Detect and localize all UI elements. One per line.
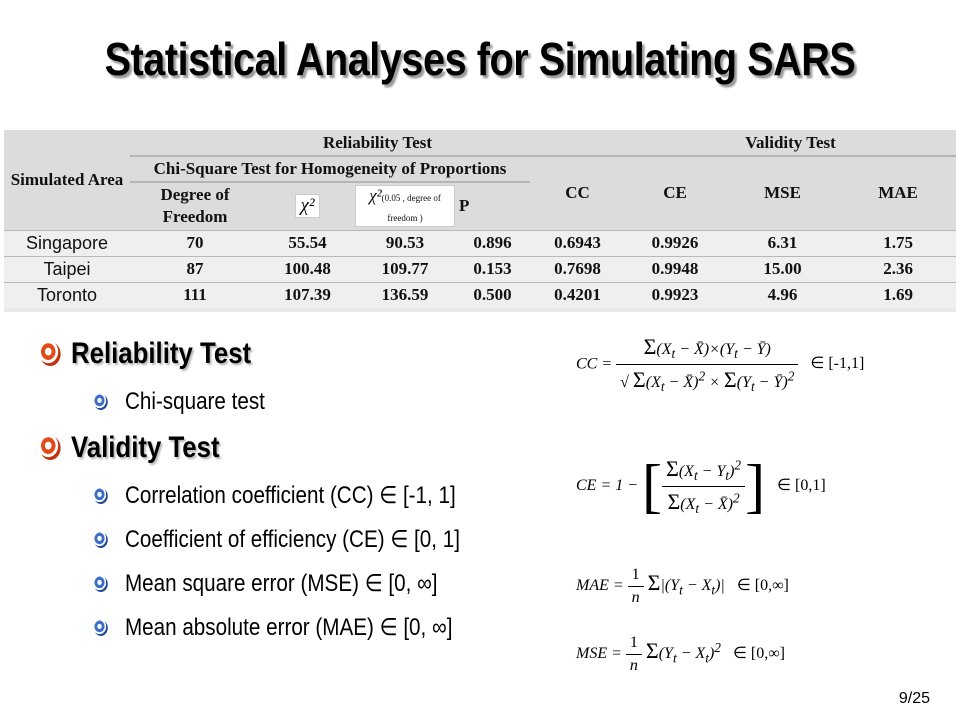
header-reliability: Reliability Test [130,130,625,156]
bullet-mse: Mean square error (MSE) ∈ [0, ∞] [94,562,495,606]
bullet-list [40,334,560,650]
swirl-bullet-icon [94,532,108,548]
bullet-reliability: Reliability Test [40,334,487,374]
swirl-bullet-icon [94,620,108,636]
header-mse: MSE [725,156,840,230]
swirl-bullet-icon [94,488,108,504]
page-number: 9/25 [898,690,930,707]
formula-mse: MSE = $\frac{1}{n}$ $\Sigma(Y_t - X_t)^2$ ∈ [0,∞] [576,634,785,674]
swirl-bullet-icon [40,342,61,366]
results-table [4,130,956,312]
header-mae: MAE [840,156,956,230]
bullet-mae: Mean absolute error (MAE) ∈ [0, ∞] [94,606,495,650]
results-table-grid [4,130,956,308]
header-validity: Validity Test [625,130,956,156]
table-row: Singapore 70 55.54 90.53 0.896 0.6943 0.9926 6.31 1.75 [4,230,956,256]
header-ce: CE [625,156,725,230]
header-area: Simulated Area [4,130,130,230]
bullet-cc: Correlation coefficient (CC) ∈ [-1, 1] [94,474,495,518]
header-chi-square: Chi-Square Test for Homogeneity of Proportions [130,156,530,182]
table-row: Toronto 111 107.39 136.59 0.500 0.4201 0.9923 4.96 1.69 [4,282,956,308]
table-row: Taipei 87 100.48 109.77 0.153 0.7698 0.9948 15.00 2.36 [4,256,956,282]
header-chi2-critical: χ²(0.05 , degree of freedom ) [355,182,455,230]
header-p: P [455,182,530,230]
swirl-bullet-icon [94,576,108,592]
swirl-bullet-icon [94,394,108,410]
bullet-ce: Coefficient of efficiency (CE) ∈ [0, 1] [94,518,495,562]
header-cc: CC [530,156,625,230]
header-chi2: χ² [260,182,355,230]
slide-title: Statistical Analyses for Simulating SARS [104,33,856,85]
bullet-chi-square: Chi-square test [94,380,495,424]
formula-mae: MAE = $\frac{1}{n}$ $\Sigma|(Y_t - X_t)|$ ∈ [0,∞] [576,566,789,606]
bullet-validity: Validity Test [40,428,487,468]
header-dof: Degree of Freedom [130,182,260,230]
swirl-bullet-icon [40,436,61,460]
formula-ce: CE = 1 − [ $\frac{\Sigma(X_t - Y_t)^2}{\Sigma(X_t - X̄)^2}$ ] ∈ [0,1] [576,453,826,519]
formula-cc: CC = $\frac{\Sigma(X_t - X̄)\times(Y_t - Ȳ)}{√ \Sigma(X_t - X̄)^2 \times \Sigma(Y_t - Ȳ)^2}$ ∈ [-1,1] [576,334,865,395]
